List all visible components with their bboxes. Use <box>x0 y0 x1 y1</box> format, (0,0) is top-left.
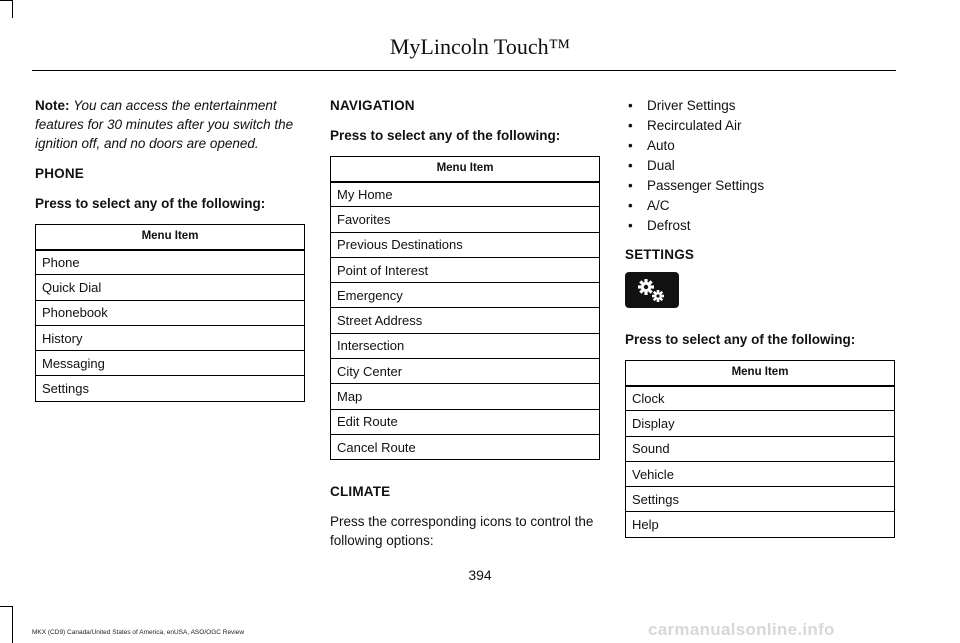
navigation-heading: NAVIGATION <box>330 98 415 113</box>
table-row <box>331 207 600 232</box>
note-text: You can access the entertainment features for 30 minutes after you switch the ignition off, and no doors are opened. <box>35 98 294 151</box>
table-row <box>331 283 600 308</box>
climate-heading: CLIMATE <box>330 484 391 500</box>
table-cell: Emergency <box>331 283 600 308</box>
list-item: • Passenger Settings <box>625 176 895 196</box>
note-label: Note: <box>35 98 70 113</box>
table-row <box>36 300 305 325</box>
page-header-title: MyLincoln Touch™ <box>389 34 571 59</box>
table-cell: Intersection <box>331 333 600 358</box>
table-row <box>331 359 600 384</box>
climate-options-list <box>625 96 895 236</box>
table-row <box>331 257 600 282</box>
column-2 <box>330 96 600 561</box>
phone-heading: PHONE <box>35 166 85 181</box>
table-cell: Favorites <box>331 207 600 232</box>
table-row <box>626 386 895 411</box>
settings-heading: SETTINGS <box>625 247 695 262</box>
table-cell: Messaging <box>36 351 305 376</box>
table-cell: Sound <box>626 436 895 461</box>
table-row <box>626 512 895 537</box>
table-row <box>626 411 895 436</box>
watermark-logo: carmanualsonline.info <box>648 620 835 639</box>
phone-menu-table <box>35 224 305 402</box>
header-rule <box>32 70 896 71</box>
table-header: Menu Item <box>626 361 895 386</box>
navigation-menu-table <box>330 156 600 460</box>
list-item: • Driver Settings <box>625 96 895 116</box>
table-cell: City Center <box>331 359 600 384</box>
table-row <box>331 333 600 358</box>
table-row <box>36 275 305 300</box>
table-row <box>331 384 600 409</box>
table-row <box>331 308 600 333</box>
list-item: • A/C <box>625 196 895 216</box>
list-item: • Recirculated Air <box>625 116 895 136</box>
table-row <box>331 434 600 459</box>
climate-text: Press the corresponding icons to control the following options: <box>330 514 594 549</box>
table-row <box>331 232 600 257</box>
settings-menu-table <box>625 360 895 538</box>
table-cell: Help <box>626 512 895 537</box>
table-cell: Settings <box>626 487 895 512</box>
crop-mark <box>12 0 13 18</box>
table-cell: Display <box>626 411 895 436</box>
table-row <box>626 436 895 461</box>
table-row <box>331 182 600 207</box>
list-item: • Dual <box>625 156 895 176</box>
column-3 <box>625 96 895 538</box>
table-row <box>36 376 305 401</box>
table-cell: Previous Destinations <box>331 232 600 257</box>
page-number: 394 <box>468 567 492 583</box>
table-cell: Point of Interest <box>331 257 600 282</box>
table-cell: My Home <box>331 182 600 207</box>
navigation-lead: Press to select any of the following: <box>330 128 561 143</box>
table-cell: Map <box>331 384 600 409</box>
table-cell: Settings <box>36 376 305 401</box>
table-cell: Clock <box>626 386 895 411</box>
table-row <box>331 409 600 434</box>
table-row <box>36 250 305 275</box>
table-row <box>626 487 895 512</box>
list-item: • Auto <box>625 136 895 156</box>
settings-lead: Press to select any of the following: <box>625 332 856 347</box>
table-cell: Phone <box>36 250 305 275</box>
table-cell: Phonebook <box>36 300 305 325</box>
crop-mark <box>0 0 12 1</box>
table-cell: Edit Route <box>331 409 600 434</box>
table-cell: Vehicle <box>626 461 895 486</box>
table-header: Menu Item <box>36 225 305 250</box>
phone-lead: Press to select any of the following: <box>35 196 266 211</box>
table-cell: Cancel Route <box>331 434 600 459</box>
settings-gears-icon <box>625 272 679 308</box>
table-row <box>626 461 895 486</box>
list-item: • Defrost <box>625 216 895 236</box>
table-cell: Street Address <box>331 308 600 333</box>
table-cell: History <box>36 325 305 350</box>
note-paragraph <box>35 96 305 153</box>
footer-text: MKX (CD9) Canada/United States of America, enUSA, ASO/OGC Review <box>32 629 245 636</box>
table-header: Menu Item <box>331 157 600 182</box>
crop-mark <box>12 606 13 643</box>
table-row <box>36 351 305 376</box>
column-1 <box>35 96 305 402</box>
table-row <box>36 325 305 350</box>
table-cell: Quick Dial <box>36 275 305 300</box>
